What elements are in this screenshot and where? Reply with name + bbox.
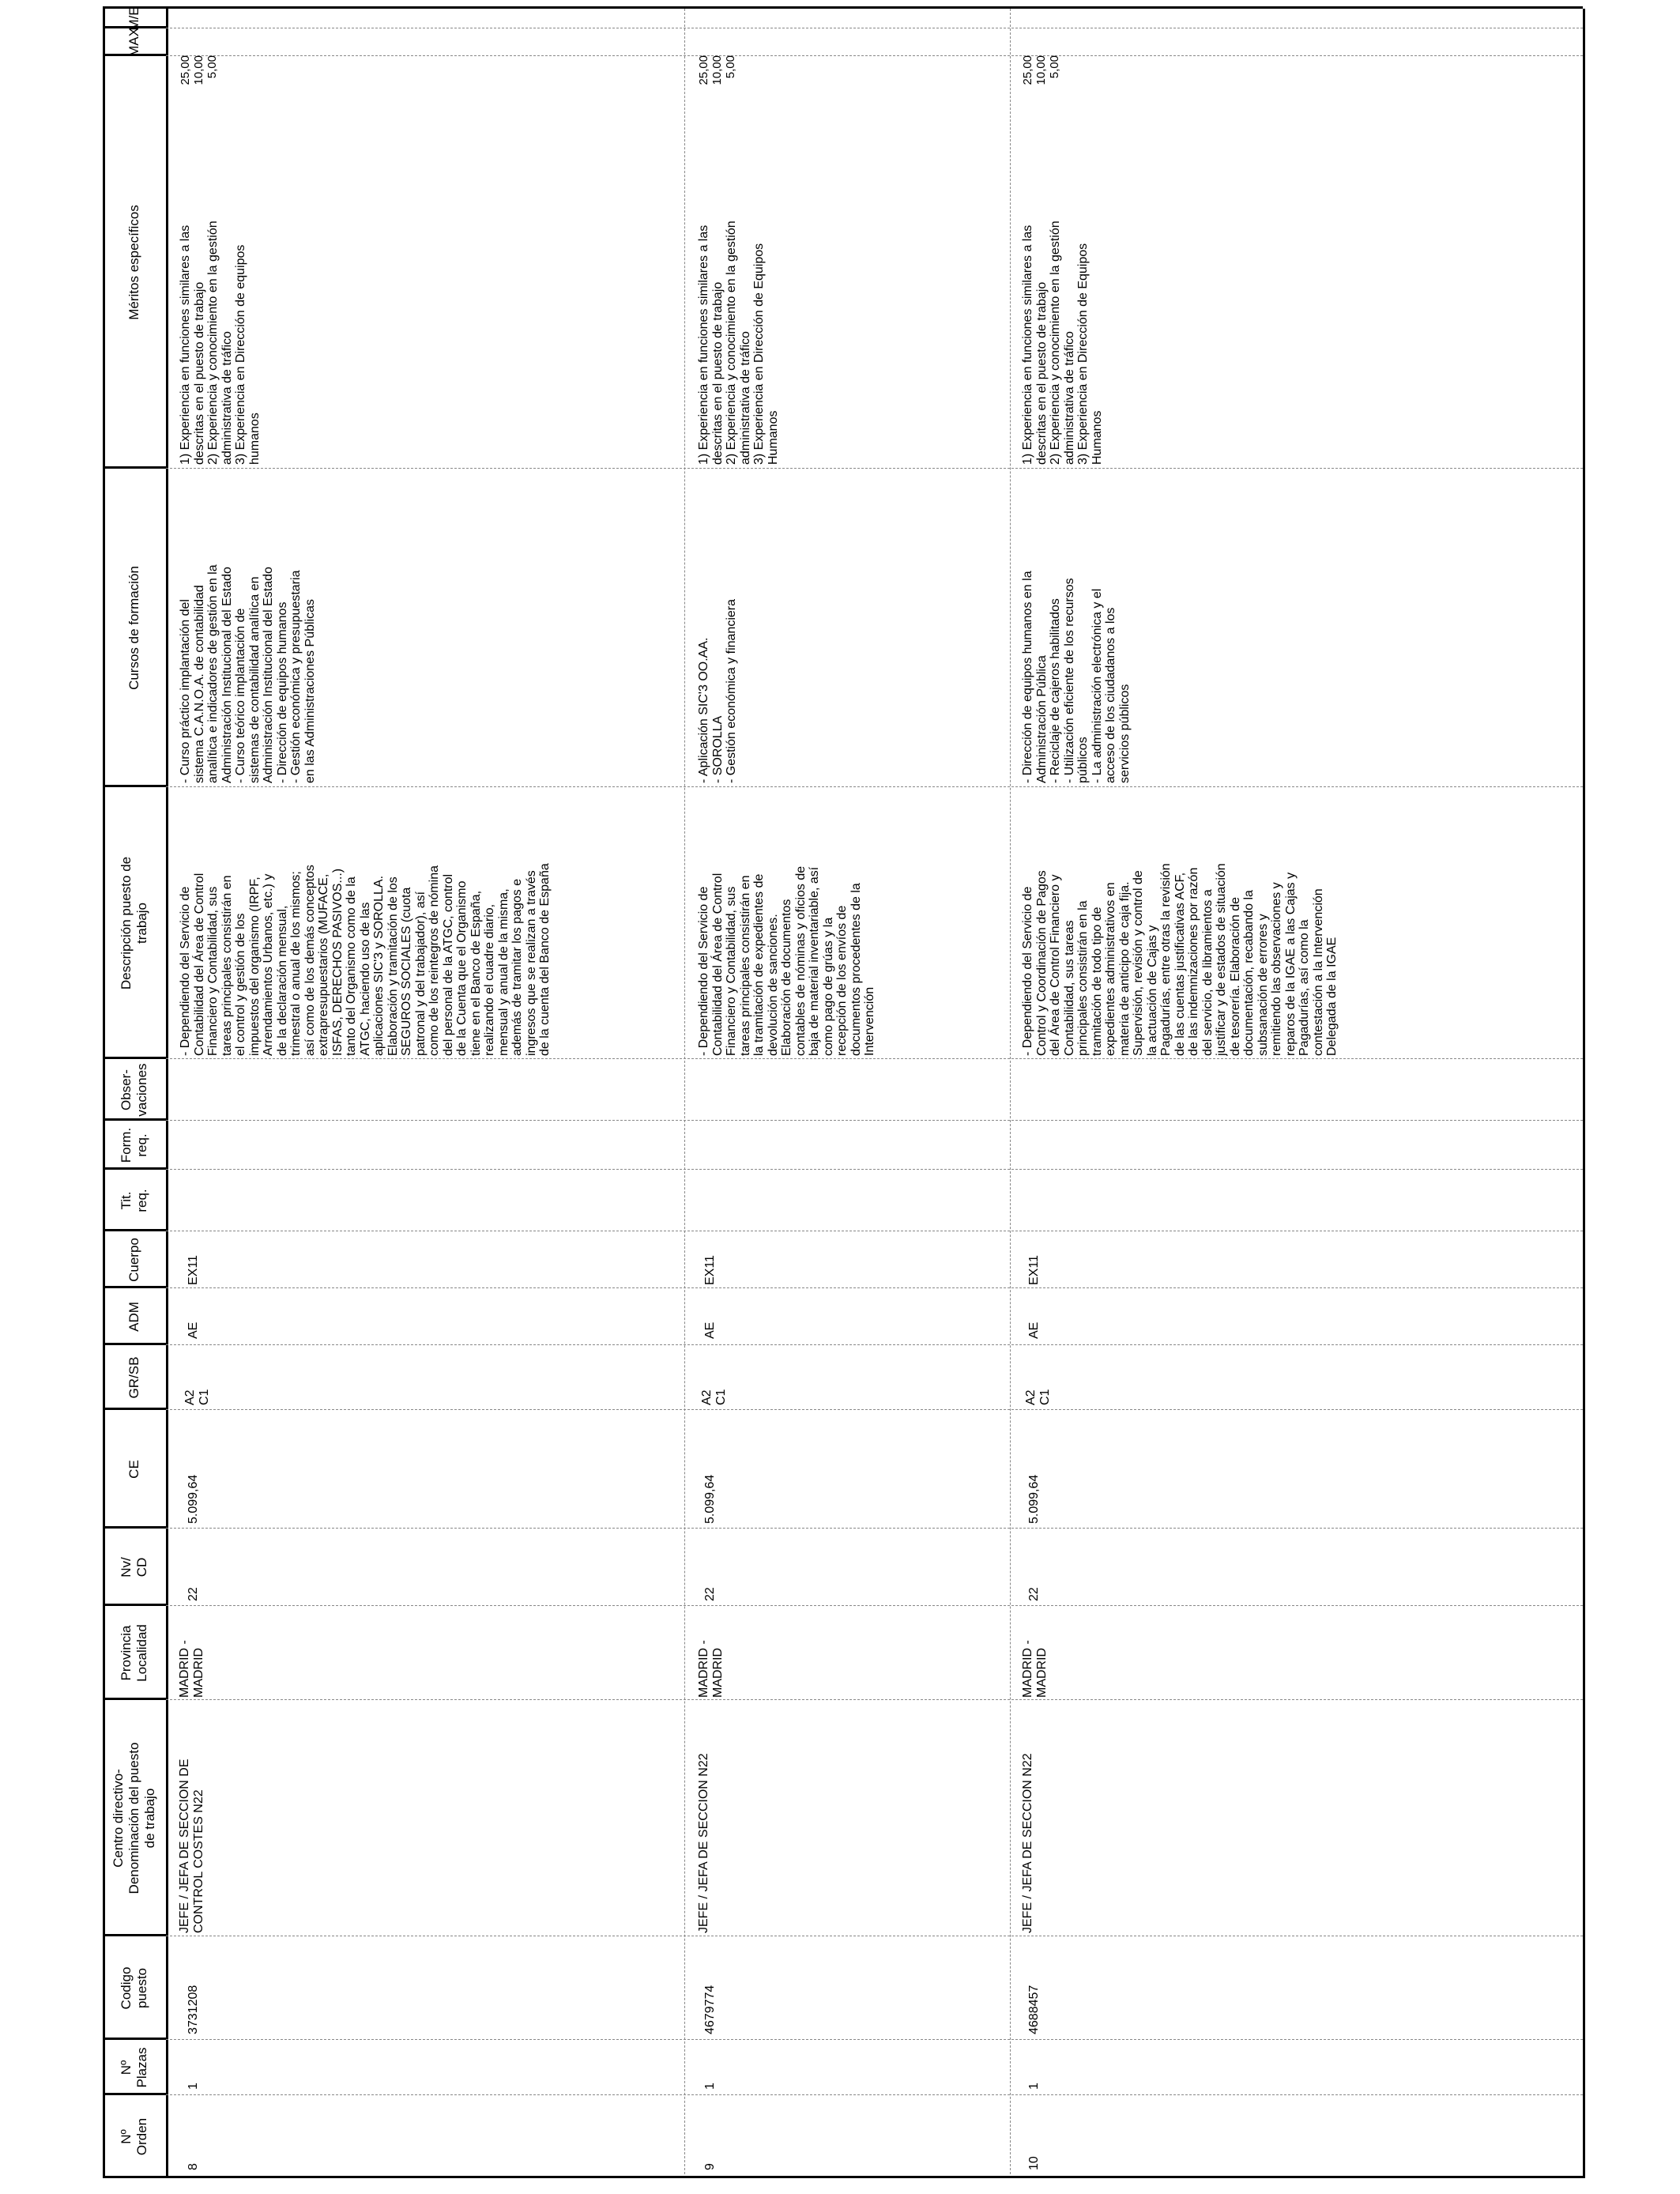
row-separator-1 — [684, 9, 685, 2178]
row-orden: 10 — [1027, 2156, 1041, 2170]
row-cursos: - Curso práctico implantación del sistema C.A.N.O.A. de contabilidad analítica e indicadores de gestión en la Administración Institucional del Estado - Curso teórico implantación de sistemas de contabilidad analítica en Administración Institucional del Estado - Dirección de equipos humanos - Gestión económica y presupuestaria en las Administraciones Públicas — [179, 564, 317, 783]
row-nivel: 22 — [186, 1587, 200, 1601]
row-cuerpo: EX11 — [186, 1255, 200, 1285]
row-max: 25,00 10,00 5,00 — [697, 55, 737, 85]
row-centro: JEFE / JEFA DE SECCION DE CONTROL COSTES N22 — [178, 1759, 205, 1933]
row-plazas: 1 — [1027, 2083, 1041, 2090]
row-meritos: 1) Experiencia en funciones similares a las descritas en el puesto de trabajo 2) Experiencia y conocimiento en la gestión administrativa de tráfico 3) Experiencia en Dirección de equipos humanos — [179, 221, 262, 465]
row-adm: AE — [703, 1321, 717, 1339]
row-max: 25,00 10,00 5,00 — [179, 55, 219, 85]
row-descripcion: - Dependiendo del Servicio de Contabilidad del Área de Control Financiero y Contabilidad, sus tareas principales consistirán en la tramitación de expedientes de devolución de sanciones. Elaboración de documentos contables de nóminas y oficios de baja de material inventariable, así como pago de grúas y la recepción de los envíos de documentos procedentes de la Intervención — [697, 865, 876, 1056]
header-observaciones: Obser- vaciones — [119, 1063, 149, 1117]
header-adm: ADM — [126, 1302, 141, 1332]
row-descripcion: - Dependiendo del Servicio de Control y Coordinación de Pagos del Área de Control Financiero y Contabilidad, sus tareas principales consistirán en la tramitación de todo tipo de expedientes administrativos en materia de anticipo de caja fija. Supervisión, revisión y control de la actuación de Cajas y Pagadurías, entre otras la revisión de las cuentas justificativas ACF, de las indemnizaciones por razón del servicio, de libramientos a justificar y de estados de situación de tesorería. Elaboración de documentación, recabando la subsanación de errores y remitiendo las observaciones y reparos de la IGAE a las Cajas y Pagadurías, así como la contestación a la Intervención Delegada de la IGAE — [1021, 863, 1339, 1056]
header-centro: Centro directivo- Denominación del puesto de trabajo — [111, 1742, 157, 1894]
col-border-0 — [103, 2176, 1583, 2178]
col-border-end — [103, 6, 1583, 9]
header-ce: CE — [126, 1460, 141, 1479]
body-sep — [166, 1528, 1583, 1529]
row-cursos: - Dirección de equipos humanos en la Administración Pública - Reciclaje de cajeros habilitados - Utilización eficiente de los recursos públicos - La administración electrónica y el acceso de los ciudadanos a los servicios públicos — [1021, 571, 1132, 783]
row-max: 25,00 10,00 5,00 — [1021, 55, 1061, 85]
header-separator — [166, 9, 168, 2178]
header-max: MAX — [126, 28, 141, 57]
row-codigo: 3731208 — [186, 1985, 200, 2034]
row-meritos: 1) Experiencia en funciones similares a las descritas en el puesto de trabajo 2) Experiencia y conocimiento en la gestión administrativa de tráfico 3) Experiencia en Dirección de Equipos Humanos — [697, 221, 780, 465]
row-separator-2 — [1010, 9, 1011, 2178]
row-descripcion: - Dependiendo del Servicio de Contabilidad del Área de Control Financiero y Contabilidad, sus tareas principales consistirán en el control y gestión de los impuestos del organismo (IRPF, Arrendamientos Urbanos, etc.) y de la declaración mensual, trimestral o anual de los mismos; así como de los demás conceptos extrapresupuestarios (MUFACE, ISFAS, DERECHOS PASIVOS...) tanto del Organismo como de la ATGC, haciendo uso de las aplicaciones SIC'3 y SOROLLA. Elaboración y tramitación de los SEGUROS SOCIALES (cuota patronal y del trabajador), así como de los reintegros de nómina del personal de la ATGC, control de la Cuenta que el Organismo tiene en el Banco de España, realizando el cuadre diario, mensual y anual de la misma, además de tramitar los pagos e ingresos que se realizan a través de la cuenta del Banco de España — [179, 863, 552, 1056]
header-grupo: GR/SB — [126, 1356, 141, 1399]
header-provincia: Provincia Localidad — [119, 1624, 149, 1682]
row-nivel: 22 — [703, 1587, 717, 1601]
row-centro: JEFE / JEFA DE SECCION N22 — [697, 1753, 710, 1933]
row-ce: 5.099,64 — [1027, 1474, 1041, 1524]
row-plazas: 1 — [186, 2083, 200, 2090]
body-sep — [166, 1699, 1583, 1700]
row-ce: 5.099,64 — [703, 1474, 717, 1524]
header-descripcion: Descripción puesto de trabajo — [119, 856, 149, 990]
row-cuerpo: EX11 — [703, 1255, 717, 1285]
body-sep — [166, 1058, 1583, 1059]
row-orden: 8 — [186, 2163, 200, 2170]
row-codigo: 4688457 — [1027, 1985, 1041, 2034]
body-sep — [166, 786, 1583, 787]
row-grupo: A2 C1 — [1024, 1389, 1052, 1405]
row-grupo: A2 C1 — [700, 1389, 728, 1405]
row-adm: AE — [186, 1321, 200, 1339]
row-adm: AE — [1027, 1321, 1041, 1339]
body-sep — [166, 2039, 1583, 2040]
header-cuerpo: Cuerpo — [126, 1238, 141, 1282]
body-sep — [166, 468, 1583, 469]
row-provincia: MADRID - MADRID — [697, 1640, 725, 1698]
body-sep — [166, 1169, 1583, 1170]
row-grupo: A2 C1 — [183, 1389, 211, 1405]
header-cursos: Cursos de formación — [126, 566, 141, 690]
header-orden: Nº Orden — [119, 2117, 149, 2156]
row-orden: 9 — [703, 2163, 717, 2170]
body-sep — [166, 1409, 1583, 1410]
header-me: M/E — [126, 6, 141, 31]
row-plazas: 1 — [703, 2083, 717, 2090]
row-ce: 5.099,64 — [186, 1474, 200, 1524]
header-codigo: Codigo puesto — [119, 1966, 149, 2010]
row-nivel: 22 — [1027, 1587, 1041, 1601]
body-sep — [166, 1605, 1583, 1606]
row-meritos: 1) Experiencia en funciones similares a las descritas en el puesto de trabajo 2) Experiencia y conocimiento en la gestión administrativa de tráfico 3) Experiencia en Dirección de Equipos Humanos — [1021, 221, 1104, 465]
body-sep — [166, 1344, 1583, 1345]
table-bottom-border — [1583, 9, 1585, 2178]
row-provincia: MADRID - MADRID — [1021, 1640, 1049, 1698]
header-nivel: Nv/ CD — [119, 1557, 149, 1578]
body-sep — [166, 2094, 1583, 2095]
row-cursos: - Aplicación SIC'3 OO.AA. - SOROLLA - Gestión económica y financiera — [697, 599, 738, 783]
header-titulacion: Tit. req. — [119, 1189, 149, 1212]
row-codigo: 4679774 — [703, 1985, 717, 2034]
body-sep — [166, 1120, 1583, 1121]
row-cuerpo: EX11 — [1027, 1255, 1041, 1285]
body-sep — [166, 55, 1583, 56]
row-centro: JEFE / JEFA DE SECCION N22 — [1021, 1753, 1034, 1933]
body-sep — [166, 1287, 1583, 1288]
header-formacion: Form. req. — [119, 1127, 149, 1163]
row-provincia: MADRID - MADRID — [178, 1640, 205, 1698]
header-meritos: Méritos específicos — [126, 205, 141, 320]
header-plazas: Nº Plazas — [119, 2047, 149, 2088]
